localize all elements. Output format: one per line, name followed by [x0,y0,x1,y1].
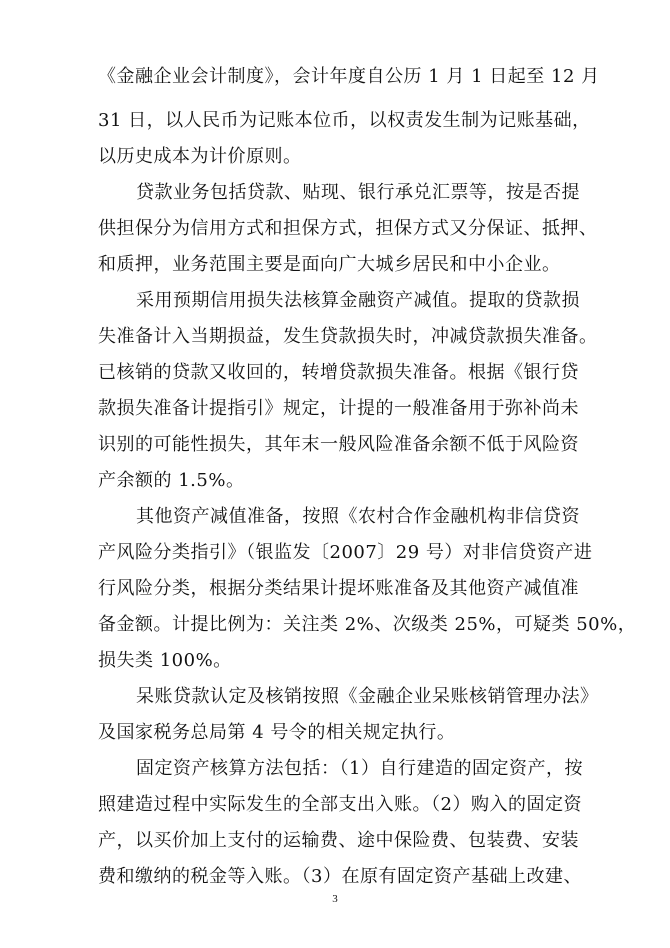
text-line: 31 日，以人民币为记账本位币，以权责发生制为记账基础， [98,110,591,131]
text-line: 照建造过程中实际发生的全部支出入账。（2）购入的固定资 [98,794,582,815]
text-line: 款损失准备计提指引》规定，计提的一般准备用于弥补尚未 [98,398,579,419]
text-line: 费和缴纳的税金等入账。（3）在原有固定资产基础上改建、 [98,866,582,887]
text-line: 损失类 100%。 [98,650,232,671]
text-line: 和质押，业务范围主要是面向广大城乡居民和中小企业。 [98,254,561,275]
text-line: 以历史成本为计价原则。 [98,146,302,167]
text-line: 固定资产核算方法包括：（1）自行建造的固定资产，按 [136,758,583,779]
text-line: 备金额。计提比例为：关注类 2%、次级类 25%，可疑类 50%， [98,614,637,635]
text-line: 其他资产减值准备，按照《农村合作金融机构非信贷资 [136,506,580,527]
text-line: 产，以买价加上支付的运输费、途中保险费、包装费、安装 [98,830,579,851]
text-line: 行风险分类，根据分类结果计提坏账准备及其他资产减值准 [98,578,579,599]
text-line: 呆账贷款认定及核销按照《金融企业呆账核销管理办法》 [136,686,599,707]
text-line: 采用预期信用损失法核算金融资产减值。提取的贷款损 [136,290,580,311]
text-line: 贷款业务包括贷款、贴现、银行承兑汇票等，按是否提 [136,182,580,203]
text-line: 供担保分为信用方式和担保方式，担保方式又分保证、抵押、 [98,218,598,239]
text-line: 失准备计入当期损益，发生贷款损失时，冲减贷款损失准备。 [98,326,598,347]
text-line: 已核销的贷款又收回的，转增贷款损失准备。根据《银行贷 [98,362,579,383]
text-line: 《金融企业会计制度》，会计年度自公历 1 月 1 日起至 12 月 [98,66,600,87]
page-number: 3 [332,893,338,905]
text-line: 产余额的 1.5%。 [98,470,245,491]
text-line: 识别的可能性损失，其年末一般风险准备余额不低于风险资 [98,434,579,455]
text-line: 产风险分类指引》（银监发〔2007〕29 号）对非信贷资产进 [98,542,593,563]
text-line: 及国家税务总局第 4 号令的相关规定执行。 [98,722,456,743]
